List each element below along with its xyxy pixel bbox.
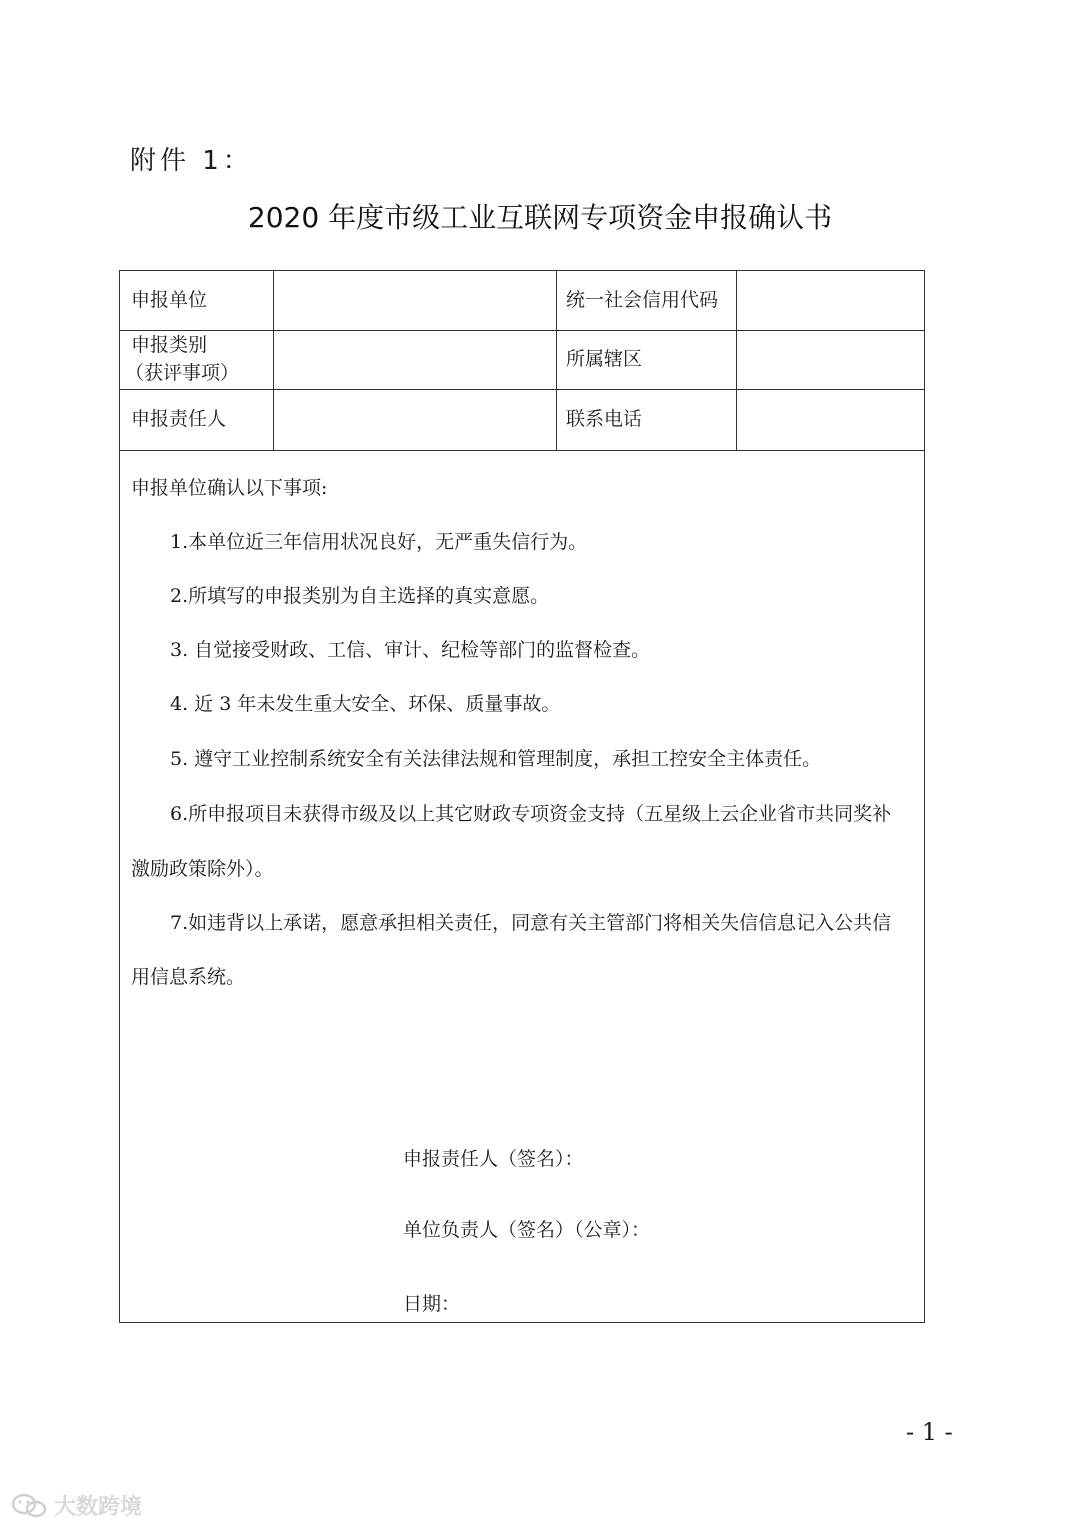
attachment-label: 附件 1： [130, 146, 253, 176]
row-divider [120, 389, 924, 390]
document-title: 2020 年度市级工业互联网专项资金申报确认书 [247, 201, 833, 234]
confirmation-item-continued: 激励政策除外）。 [131, 858, 274, 880]
confirmation-item: 2.所填写的申报类别为自主选择的真实意愿。 [170, 585, 550, 607]
label-responsible-person: 申报责任人 [131, 408, 227, 430]
row-divider [120, 450, 924, 451]
wechat-logo-icon [10, 1492, 50, 1520]
confirmation-item: 4. 近 3 年未发生重大安全、环保、质量事故。 [170, 693, 561, 715]
label-application-category: 申报类别 [131, 334, 208, 356]
confirmation-item: 5. 遵守工业控制系统安全有关法律法规和管理制度，承担工控安全主体责任。 [170, 748, 822, 770]
label-phone: 联系电话 [566, 408, 643, 430]
signature-date: 日期： [403, 1293, 461, 1315]
label-applicant-unit: 申报单位 [131, 289, 208, 311]
confirmation-item-continued: 用信息系统。 [131, 966, 246, 988]
confirmation-form [119, 270, 925, 1323]
signature-unit-head: 单位负责人（签名）（公章）： [403, 1219, 651, 1241]
confirmation-item: 6.所申报项目未获得市级及以上其它财政专项资金支持（五星级上云企业省市共同奖补 [170, 803, 892, 825]
signature-responsible-person: 申报责任人（签名）： [403, 1148, 584, 1170]
page-number: - 1 - [906, 1418, 953, 1446]
row-divider [120, 330, 924, 331]
confirmation-intro: 申报单位确认以下事项: [131, 477, 328, 499]
watermark [10, 1490, 142, 1521]
column-divider [556, 271, 557, 451]
confirmation-item: 7.如违背以上承诺，愿意承担相关责任，同意有关主管部门将相关失信信息记入公共信 [170, 912, 892, 934]
watermark-text: 大数跨境 [54, 1495, 143, 1520]
label-credit-code: 统一社会信用代码 [566, 289, 719, 311]
label-award-item: （获评事项） [125, 362, 240, 384]
column-divider [736, 271, 737, 451]
column-divider [273, 271, 274, 451]
confirmation-item: 3. 自觉接受财政、工信、审计、纪检等部门的监督检查。 [170, 639, 651, 661]
confirmation-item: 1.本单位近三年信用状况良好，无严重失信行为。 [170, 531, 588, 553]
label-district: 所属辖区 [566, 348, 643, 370]
